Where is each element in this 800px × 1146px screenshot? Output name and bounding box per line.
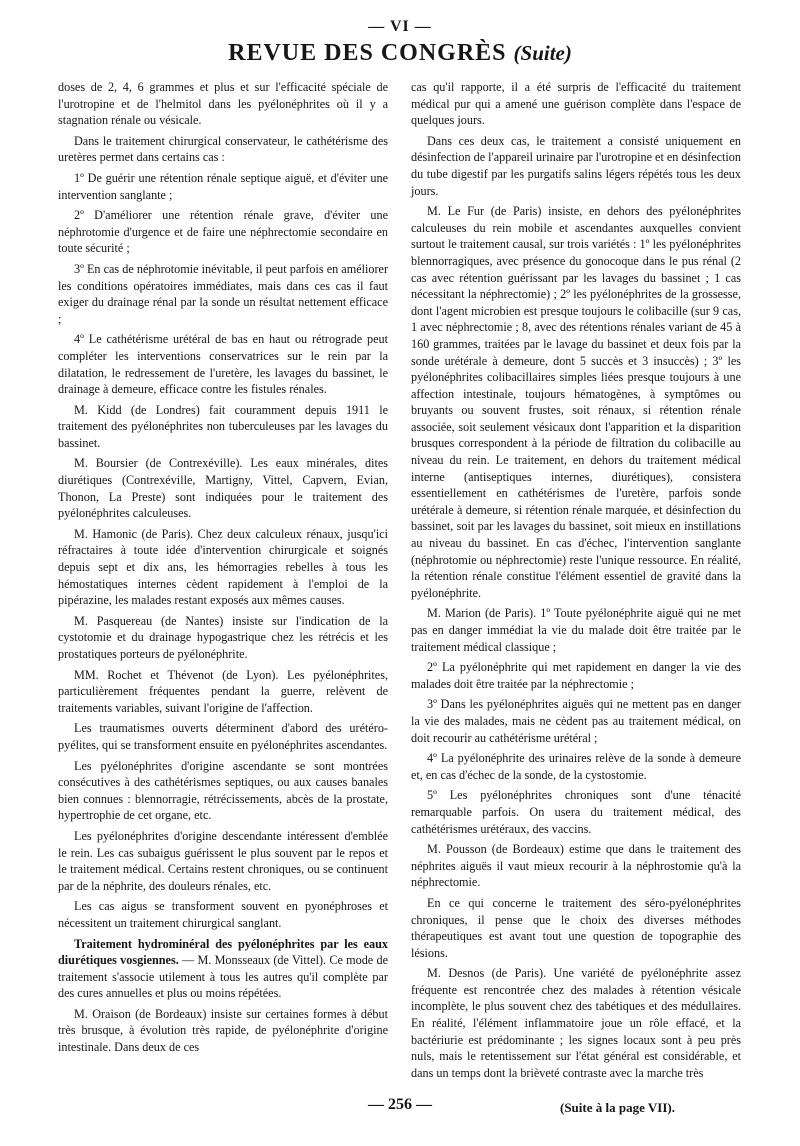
paragraph: 3º En cas de néphrotomie inévitable, il peut parfois en améliorer les conditions opératoires immédiates, mais dans ces cas il faut exiger du drainage rénal par la sonde un résultat nettement efficace ;: [58, 261, 388, 326]
paragraph: 4º La pyélonéphrite des urinaires relève de la sonde à demeure et, en cas d'échec de la sonde, de la cystostomie.: [411, 751, 741, 782]
page-number: — 256 —: [368, 1096, 432, 1113]
paragraph: MM. Rochet et Thévenot (de Lyon). Les pyélonéphrites, particulièrement fréquentes pendant la guerre, relèvent de traitements variables, suivant l'origine de l'affection.: [58, 667, 388, 715]
paragraph: Les pyélonéphrites d'origine ascendante se sont montrées consécutives à des cathétérismes septiques, ou aux causes banales bien connues : blennorragie, rétrécissements, abcès de la prostate, hypertrophie de cet organe, etc.: [58, 758, 388, 823]
title-suite: (Suite): [513, 41, 572, 65]
paragraph: Les pyélonéphrites d'origine descendante intéressent d'emblée le rein. Les cas subaigus guérissent le plus souvent par le repos et le traitement médical. Certains restent chroniques, ou se continuent par de la néphrite, des douleurs rénales, etc.: [58, 828, 388, 893]
paragraph: doses de 2, 4, 6 grammes et plus et sur l'efficacité spéciale de l'urotropine et de l'helmitol dans les pyélonéphrites où il y a stagnation rénale ou vésicale.: [58, 80, 388, 128]
paragraph: M. Oraison (de Bordeaux) insiste sur certaines formes à début très brusque, à évolution très rapide, de pyélonéphrite d'origine intestinale. Dans deux de ces: [58, 1006, 388, 1055]
paragraph: Dans ces deux cas, le traitement a consisté uniquement en désinfection de l'appareil urinaire par l'urotropine et en désinfection du tube digestif par les purgatifs salins légers répétés tous les deux jours.: [411, 133, 741, 198]
right-column: [411, 79, 741, 1085]
paragraph: M. Boursier (de Contrexéville). Les eaux minérales, dites diurétiques (Contrexéville, Martigny, Vittel, Capvern, Evian, Thonon, La Preste) sont indiquées pour le traitement des pyélonéphrites calculeuses.: [58, 456, 388, 521]
paragraph-section-heading: Traitement hydrominéral des pyélonéphrites par les eaux diurétiques vosgiennes. — M. Monsseaux (de Vittel). Ce mode de traitement s'associe utilement à tous les autres qu'il complète par des cures annuelles et plus ou moins répétées.: [58, 936, 388, 1001]
section-heading-lead: Traitement hydrominéral des pyélonéphrites par les eaux diurétiques vosgiennes.: [58, 936, 388, 968]
paragraph: 2º D'améliorer une rétention rénale grave, d'éviter une néphrotomie d'urgence et de faire une néphrectomie secondaire en toute sécurité ;: [58, 208, 388, 256]
paragraph: M. Pousson (de Bordeaux) estime que dans le traitement des néphrites aiguës il vaut mieux recourir à la néphrostomie qu'à la néphrectomie.: [411, 842, 741, 890]
paragraph: 2º La pyélonéphrite qui met rapidement en danger la vie des malades doit être traitée par la néphrectomie ;: [411, 660, 741, 691]
page-roman-numeral: — VI —: [368, 18, 432, 35]
paragraph: M. Marion (de Paris). 1º Toute pyélonéphrite aiguë qui ne met pas en danger immédiat la vie du malade doit être traitée par le traitement médical classique ;: [411, 606, 741, 654]
paragraph: Dans le traitement chirurgical conservateur, le cathétérisme des uretères permet dans certains cas :: [58, 133, 388, 165]
paragraph: M. Kidd (de Londres) fait couramment depuis 1911 le traitement des pyélonéphrites non tuberculeuses par les lavages du bassinet.: [58, 402, 388, 450]
left-column: [58, 79, 388, 1060]
page-title: [0, 40, 800, 67]
paragraph: Les cas aigus se transforment souvent en pyonéphroses et nécessitent un traitement chirurgical sanglant.: [58, 899, 388, 930]
paragraph: cas qu'il rapporte, il a été surpris de l'efficacité du traitement médical pur qui a amené une guérison complète dans l'espace de quelques jours.: [411, 80, 741, 128]
paragraph: M. Pasquereau (de Nantes) insiste sur l'indication de la cystotomie et du drainage hypogastrique chez les rétrécis et les prostatiques porteurs de pyélonéphrite.: [58, 613, 388, 661]
paragraph: Les traumatismes ouverts déterminent d'abord des urétéro-pyélites, qui se transforment ensuite en pyélonéphrites ascendantes.: [58, 721, 388, 752]
paragraph: 3º Dans les pyélonéphrites aiguës qui ne mettent pas en danger la vie des malades, mais ne cèdent pas au traitement médical, on doit recourir au cathétérisme urétéral ;: [411, 697, 741, 745]
page-header: [0, 18, 800, 67]
paragraph: 4º Le cathétérisme urétéral de bas en haut ou rétrograde peut compléter les interventions conservatrices sur le rein par la dilatation, le redressement de l'uretère, les lavages du bassinet, le drainage à demeure, efficace contre les fistules rénales.: [58, 332, 388, 397]
paragraph: M. Hamonic (de Paris). Chez deux calculeux rénaux, jusqu'ici réfractaires à toute idée d'intervention chirurgicale et soignés depuis sept et dix ans, les hémorragies rebelles à tous les hémostatiques internes cèdent rapidement à l'emploi de la pipérazine, les malades restant exposés aux mêmes causes.: [58, 526, 388, 608]
continuation-note: (Suite à la page VII).: [560, 1100, 675, 1115]
paragraph: M. Le Fur (de Paris) insiste, en dehors des pyélonéphrites calculeuses du rein mobile et ascendantes auxquelles convient surtout le traitement causal, sur trois variétés : 1º les pyélonéphrites blennorragiques, avec présence du gonocoque dans le pus rénal (2 cas avec rétention guérissant par les lavages du bassinet ; 1 cas nécessitant la néphrectomie) ; 2º les pyélonéphrites de la grossesse, dont l'agent microbien est presque toujours le colibacille (sur 9 cas, 1 avec néphrectomie ; 8, avec des rétentions rénales variant de 45 à 160 grammes, traitées par le lavage du bassinet et deux fois par la sonde urétérale à demeure, dont 5 succès et 3 insuccès) ; 3º les pyélonéphrites colibacillaires simples liées presque toujours à une affection intestinale, toujours hématogènes, à symptômes ou bruyants ou souvent frustes, soit rénaux, si rétention rénale associée, soit seulement vésicaux dont l'apparition et la disparition brusques correspondent à la période de filtration du colibacille au niveau du rein. Le traitement, en dehors du traitement médical interne (antiseptiques internes, diurétiques), consistera essentiellement en cathétérismes de l'uretère, parfois sonde urétérale à demeure, si rétention rénale marquée, et désinfection du bassinet, soit par les lavages du bassinet, soit mieux en instillations au niveau du bassinet. En cas d'échec, l'intervention sanglante (néphrotomie ou néphrectomie) reste l'unique ressource. En réalité, la rétention rénale constitue l'élément essentiel de gravité dans la pyélonéphrite.: [411, 204, 741, 600]
paragraph: M. Desnos (de Paris). Une variété de pyélonéphrite assez fréquente est rencontrée chez des malades à rétention vésicale incomplète, le plus souvent chez des tabétiques et des médullaires. En réalité, l'élément inflammatoire joue un rôle effacé, et la bactériurie est prédominante ; les signes locaux sont à peu près nuls, mais le retentissement sur l'état général est considérable, et dans un temps dont la brièveté contraste avec la marche très: [411, 966, 741, 1080]
title-text: REVUE DES CONGRÈS: [228, 40, 507, 66]
paragraph: En ce qui concerne le traitement des séro-pyélonéphrites chroniques, il pense que le choix des diverses méthodes thérapeutiques est avant tout une question de topographie des lésions.: [411, 895, 741, 960]
paragraph: 1º De guérir une rétention rénale septique aiguë, et d'éviter une intervention sanglante ;: [58, 170, 388, 202]
paragraph: 5º Les pyélonéphrites chroniques sont d'une ténacité remarquable parfois. On usera du traitement médical, des cathétérismes urétéraux, des vaccins.: [411, 788, 741, 836]
